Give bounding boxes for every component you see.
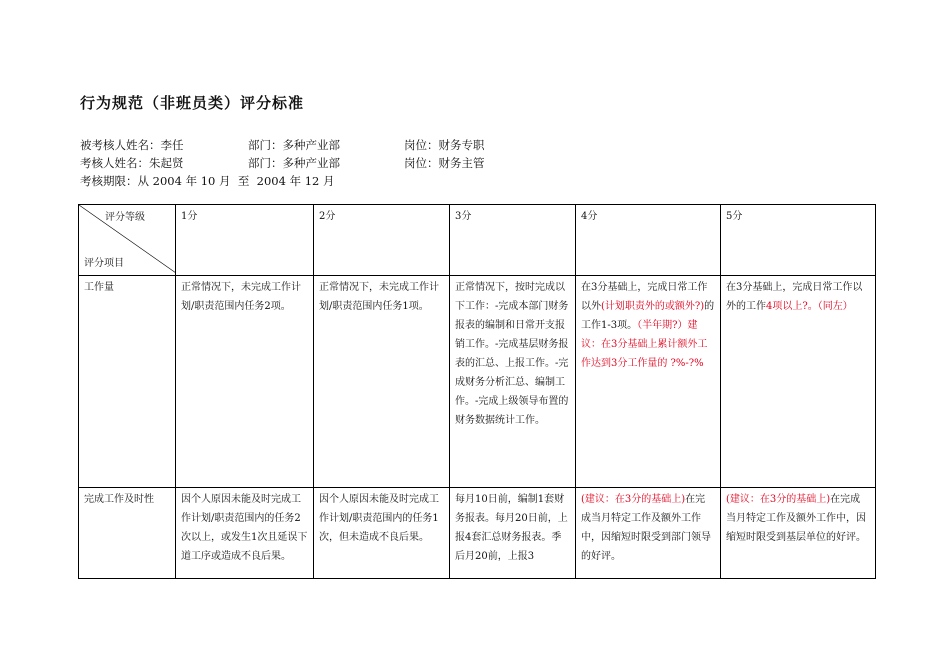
table-header-row: [79, 205, 876, 276]
corner-item-label: 评分项目: [84, 258, 124, 269]
corner-cell: [79, 205, 176, 276]
assessee-post: 岗位：财务专职: [404, 138, 485, 152]
corner-grade-label: 评分等级: [105, 212, 145, 223]
table-row: [79, 488, 876, 579]
assessee-dept: 部门：多种产业部: [248, 138, 340, 152]
grade-cell-5: [721, 276, 876, 488]
cell-text: 在3分基础上，完成日常工作以外的工作: [726, 282, 863, 312]
page-title: 行为规范（非班员类）评分标准: [80, 94, 305, 112]
assessor-dept: 部门：多种产业部: [248, 156, 340, 170]
scoring-table: [78, 204, 876, 579]
assessment-period: 考核期限：从 2004 年 10 月 至 2004 年 12 月: [80, 174, 335, 188]
grade-header-4: 4分: [576, 205, 721, 276]
cell-note: 4项以上?。（同左）: [766, 301, 853, 312]
assessor-post: 岗位：财务主管: [404, 156, 485, 170]
assessor-name: 考核人姓名：朱起贤: [80, 156, 184, 170]
cell-note: （半年期?）建议：在3分基础上累计额外工作达到3分工作量的 ?%-?%: [581, 320, 708, 369]
grade-cell-1: 因个人原因未能及时完成工作计划/职责范围内的任务2次以上，或发生1次且延误下道工序或造成不良后果。: [176, 488, 314, 579]
cell-note: (建议：在3分的基础上): [726, 494, 831, 505]
info-line-assessor: [80, 155, 485, 171]
cell-text: 的工作1-3项。: [581, 301, 715, 331]
item-label: 工作量: [79, 276, 176, 488]
info-line-assessee: [80, 137, 485, 153]
cell-note: (建议：在3分的基础上): [581, 494, 686, 505]
assessee-name: 被考核人姓名：李任: [80, 138, 184, 152]
grade-cell-5: [721, 488, 876, 579]
cell-text: 在完成当月特定工作及额外工作中，因缩短时限受到部门领导的好评。: [581, 494, 711, 562]
grade-cell-1: 正常情况下，未完成工作计划/职责范围内任务2项。: [176, 276, 314, 488]
grade-cell-3: 每月10日前，编制1套财务报表。每月20日前，上报4套汇总财务报表。季后月20前，上报3: [450, 488, 576, 579]
grade-header-2: 2分: [314, 205, 450, 276]
cell-text: 在3分基础上，完成日常工作以外: [581, 282, 708, 312]
grade-header-5: 5分: [721, 205, 876, 276]
grade-header-3: 3分: [450, 205, 576, 276]
cell-text: 在完成当月特定工作及额外工作中，因缩短时限受到基层单位的好评。: [726, 494, 866, 543]
grade-cell-2: 正常情况下，未完成工作计划/职责范围内任务1项。: [314, 276, 450, 488]
table-row: [79, 276, 876, 488]
grade-cell-4: [576, 276, 721, 488]
grade-cell-2: 因个人原因未能及时完成工作计划/职责范围内的任务1次，但未造成不良后果。: [314, 488, 450, 579]
grade-cell-3: 正常情况下，按时完成以下工作：-完成本部门财务报表的编制和日常开支报销工作。-完成基层财务报表的汇总、上报工作。-完成财务分析汇总、编制工作。-完成上级领导布置的财务数据统计工作。: [450, 276, 576, 488]
grade-header-1: 1分: [176, 205, 314, 276]
item-label: 完成工作及时性: [79, 488, 176, 579]
cell-note: (计划职责外的或额外?): [601, 301, 705, 312]
grade-cell-4: [576, 488, 721, 579]
